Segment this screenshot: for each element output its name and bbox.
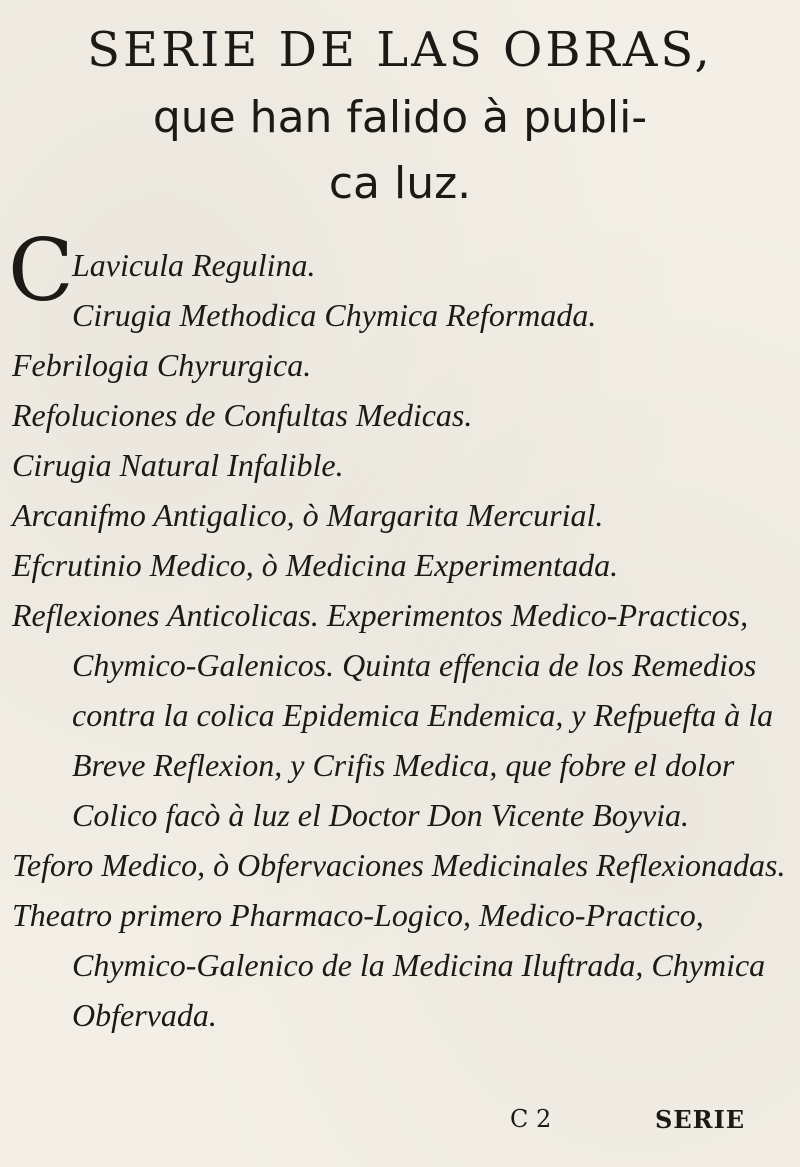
catchword: SERIE xyxy=(655,1105,746,1134)
work-entry: Reflexiones Anticolicas. Experimentos Medico-Practicos, Chymico-Galenicos. Quinta effencia de los Remedios contra la colica Epidemica Endemica, y Refpuefta à la Breve Reflexion, y Crifis Medica, que fobre el dolor Colico facò à luz el Doctor Don Vicente Boyvia. xyxy=(12,597,774,833)
work-entry: Cirugia Natural Infalible. xyxy=(12,447,344,483)
work-entry: Refoluciones de Confultas Medicas. xyxy=(12,397,473,433)
work-entry: Teforo Medico, ò Obfervaciones Medicinales Reflexionadas. xyxy=(12,847,786,883)
work-entry: Febrilogia Chyrurgica. xyxy=(12,347,312,383)
work-entry: Theatro primero Pharmaco-Logico, Medico-Practico, Chymico-Galenico de la Medicina Iluftrada, Chymica Obfervada. xyxy=(12,897,766,1033)
works-list xyxy=(12,240,792,1040)
heading-line-1: SERIE DE LAS OBRAS, xyxy=(87,22,713,78)
page-footer xyxy=(0,1105,800,1145)
signature-mark: C 2 xyxy=(510,1105,552,1133)
work-entry: Lavicula Regulina. xyxy=(72,247,316,283)
work-entry: Cirugia Methodica Chymica Reformada. xyxy=(72,297,597,333)
work-entry: Efcrutinio Medico, ò Medicina Experimentada. xyxy=(12,547,619,583)
work-entry: Arcanifmo Antigalico, ò Margarita Mercurial. xyxy=(12,497,604,533)
heading-line-2: que han falido à publi- xyxy=(152,92,648,143)
drop-cap-letter: C xyxy=(8,221,74,321)
heading-line-3: ca luz. xyxy=(328,158,472,209)
